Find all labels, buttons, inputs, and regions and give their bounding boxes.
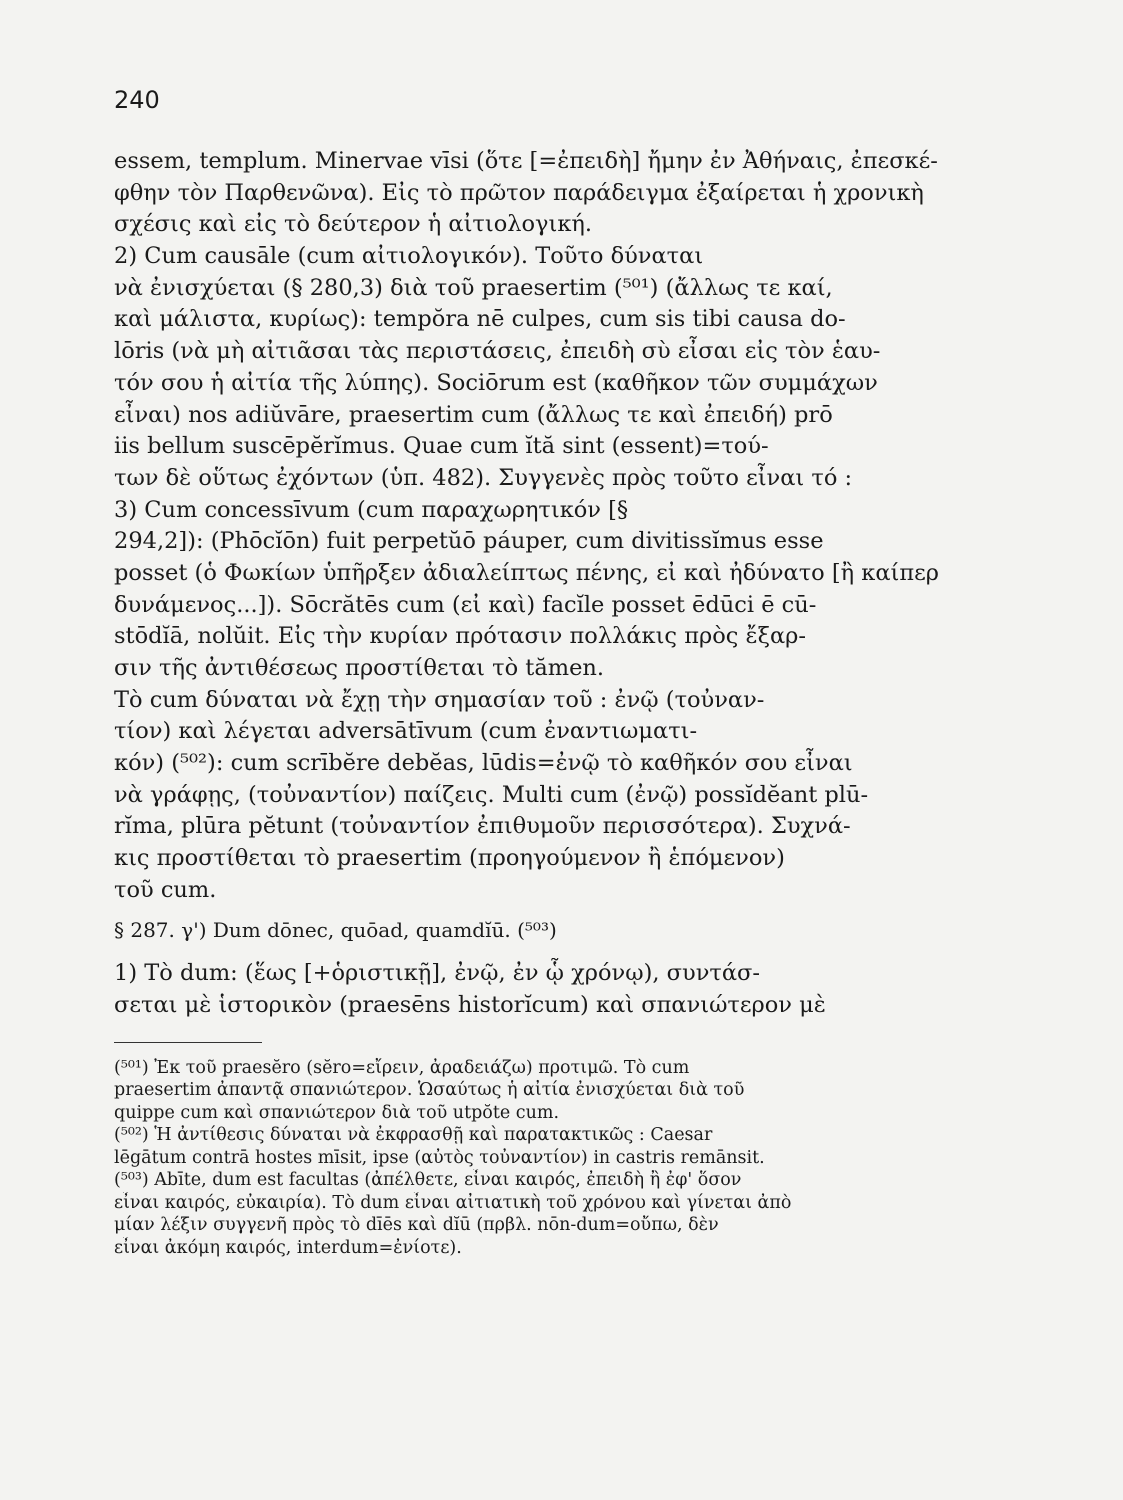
footnote-line: εἶναι ἀκόμη καιρός, interdum=ἐνίοτε). [114, 1237, 462, 1258]
footnote-line: εἶναι καιρός, εὐκαιρία). Τὸ dum εἶναι αἰτιατικὴ τοῦ χρόνου καὶ γίνεται ἀπὸ [114, 1192, 792, 1213]
footnote-line: (⁵⁰³) Abīte, dum est facultas (ἀπέλθετε, εἶναι καιρός, ἐπειδὴ ἢ ἐφ' ὅσον [114, 1170, 742, 1191]
text-line: τοῦ cum. [114, 876, 217, 903]
page-number: 240 [114, 86, 160, 114]
footnote-line: praesertim ἀπαντᾷ σπανιώτερον. Ὡσαύτως ἡ αἰτία ἐνισχύεται διὰ τοῦ [114, 1080, 745, 1101]
text-line: φθην τὸν Παρθενῶνα). Εἰς τὸ πρῶτον παράδειγμα ἐξαίρεται ἡ χρονικὴ [114, 179, 924, 206]
footnote-line: quippe cum καὶ σπανιώτερον διὰ τοῦ utpŏte cum. [114, 1102, 560, 1123]
text-line: posset (ὁ Φωκίων ὑπῆρξεν ἀδιαλείπτως πένης, εἰ καὶ ἠδύνατο [ἢ καίπερ [114, 559, 940, 586]
footnotes [114, 1057, 979, 1260]
footnote-line: lēgātum contrā hostes mīsit, ipse (αὐτὸς τοὐναντίον) in castris remānsit. [114, 1147, 765, 1168]
text-line: stōdĭā, nolŭit. Εἰς τὴν κυρίαν πρότασιν πολλάκις πρὸς ἔξαρ- [114, 623, 806, 650]
text-line: rĭma, plūra pĕtunt (τοὐναντίον ἐπιθυμοῦν περισσότερα). Συχνά- [114, 813, 851, 840]
text-line: essem, templum. Minervae vīsi (ὅτε [=ἐπειδὴ] ἤμην ἐν Ἀθήναις, ἐπεσκέ- [114, 148, 938, 174]
text-line: τίον) καὶ λέγεται adversātīvum (cum ἐναντιωματι- [114, 718, 698, 745]
text-line: σεται μὲ ἱστορικὸν (praesēns historĭcum) καὶ σπανιώτερον μὲ [114, 991, 826, 1018]
text-line: νὰ ἐνισχύεται (§ 280,3) διὰ τοῦ praesertim (⁵⁰¹) (ἄλλως τε καί, [114, 274, 833, 301]
text-line: 2) Cum causāle (cum αἰτιολογικόν). Τοῦτο δύναται [114, 243, 704, 270]
text-line: Τὸ cum δύναται νὰ ἔχῃ τὴν σημασίαν τοῦ : ἐνῷ (τοὐναν- [114, 686, 765, 713]
text-line: κόν) (⁵⁰²): cum scrībĕre debĕas, lūdis=ἐνῷ τὸ καθῆκόν σου εἶναι [114, 750, 853, 777]
footnote-line: (⁵⁰¹) Ἐκ τοῦ praesĕro (sĕro=εἴρειν, ἀραδειάζω) προτιμῶ. Τὸ cum [114, 1057, 690, 1078]
section-heading: § 287. γ') Dum dōnec, quōad, quamdĭū. (⁵⁰³) [114, 917, 557, 942]
text-line: 3) Cum concessīvum (cum παραχωρητικόν [§ [114, 496, 629, 523]
footnote-divider [114, 1042, 262, 1043]
text-line: 294,2]): (Phōcĭōn) fuit perpetŭō páuper, cum divitissĭmus esse [114, 528, 824, 555]
text-line: δυνάμενος...]). Sōcrătēs cum (εἰ καὶ) facĭle posset ēdūci ē cū- [114, 591, 817, 618]
text-line: 1) Τὸ dum: (ἕως [+ὁριστικῇ], ἐνῷ, ἐν ᾧ χρόνῳ), συντάσ- [114, 960, 760, 987]
footnote-line: μίαν λέξιν συγγενῆ πρὸς τὸ dīēs καὶ dĭū (πρβλ. nōn-dum=οὔπω, δὲν [114, 1215, 719, 1236]
text-line: σιν τῆς ἀντιθέσεως προστίθεται τὸ tămen. [114, 655, 605, 681]
text-line: lōris (νὰ μὴ αἰτιᾶσαι τὰς περιστάσεις, ἐπειδὴ σὺ εἶσαι εἰς τὸν ἑαυ- [114, 338, 881, 365]
footnote-line: (⁵⁰²) Ἡ ἀντίθεσις δύναται νὰ ἐκφρασθῇ καὶ παρατακτικῶς : Caesar [114, 1125, 713, 1146]
text-line: τόν σου ἡ αἰτία τῆς λύπης). Sociōrum est (καθῆκον τῶν συμμάχων [114, 369, 878, 396]
text-line: σχέσις καὶ εἰς τὸ δεύτερον ἡ αἰτιολογική. [114, 211, 593, 238]
text-line: νὰ γράφῃς, (τοὐναντίον) παίζεις. Multi cum (ἐνῷ) possĭdĕant plū- [114, 781, 869, 808]
text-line: καὶ μάλιστα, κυρίως): tempŏra nē culpes, cum sis tibi causa do- [114, 306, 846, 333]
text-line: εἶναι) nos adiŭvāre, praesertim cum (ἄλλως τε καὶ ἐπειδή) prō [114, 401, 833, 428]
text-line: των δὲ οὕτως ἐχόντων (ὑπ. 482). Συγγενὲς πρὸς τοῦτο εἶναι τό : [114, 464, 853, 491]
text-line: iis bellum suscēpĕrĭmus. Quae cum ĭtă sint (essent)=τού- [114, 433, 769, 460]
text-line: κις προστίθεται τὸ praesertim (προηγούμενον ἢ ἑπόμενον) [114, 845, 785, 872]
main-text [114, 146, 979, 1259]
